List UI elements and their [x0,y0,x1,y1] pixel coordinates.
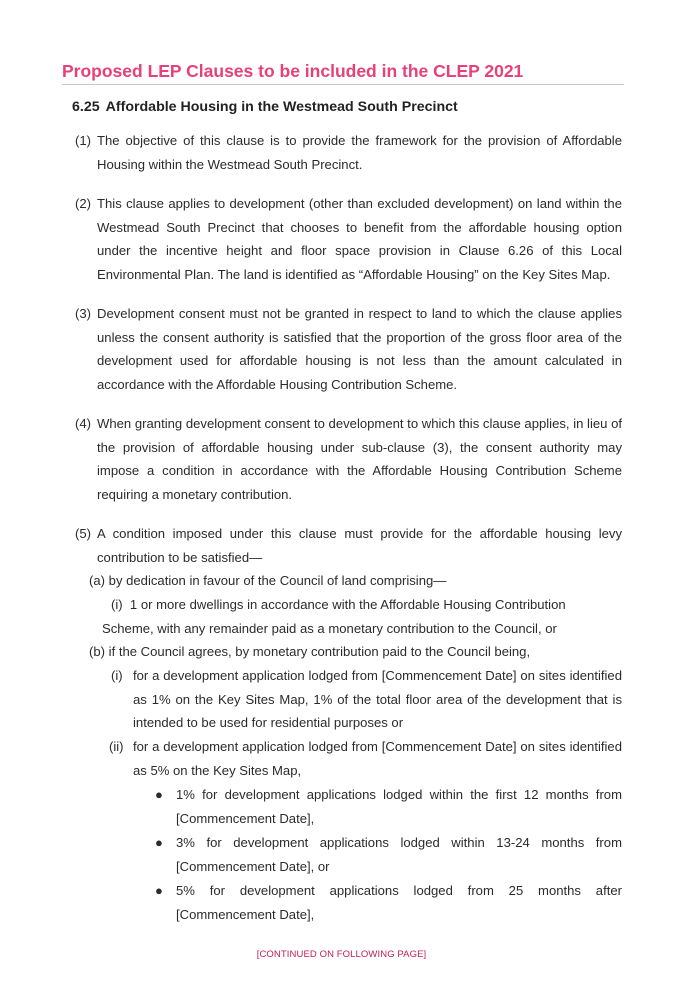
clause-label: (5) [75,526,92,541]
bullet-text: 5% for development applications lodged from 25 months after [Commencement Date], [176,883,622,922]
section-title: Affordable Housing in the Westmead South Precinct [105,99,458,115]
sub-clause-label: (a) [89,573,106,588]
clause-label: (3) [75,306,92,321]
bullet-item [155,783,622,830]
clause-text: When granting development consent to development to which this clause applies, in lieu of the provision of affordable housing under sub-clause (3), the consent authority may impose a condition in accordance with the Affordable Housing Contribution Scheme requiring a monetary contribution. [97,416,622,503]
bullet-text: 1% for development applications lodged within the first 12 months from [Commencement Date], [176,787,622,826]
clause-label: (2) [75,196,92,211]
bullet-text: 3% for development applications lodged within 13-24 months from [Commencement Date], or [176,835,622,874]
sub-item-label: (ii) [109,739,124,754]
page-title: Proposed LEP Clauses to be included in the CLEP 2021 [62,61,624,85]
bullet-icon: ● [155,835,163,850]
sub-item-text: 1 or more dwellings in accordance with the Affordable Housing Contribution [129,597,566,612]
clause-text: The objective of this clause is to provide the framework for the provision of Affordable Housing within the Westmead South Precinct. [97,133,622,172]
bullet-item [155,831,622,878]
sub-clause-text: by dedication in favour of the Council of land comprising— [108,573,447,588]
sub-item-b-i [111,664,622,735]
clause-text: This clause applies to development (other than excluded development) on land within the Westmead South Precinct that chooses to benefit from the affordable housing option under the incentive height and floor space provision in Clause 6.26 of this Local Environmental Plan. The land is identified as “Affordable Housing” on the Key Sites Map. [97,196,622,283]
sub-item-text: for a development application lodged from [Commencement Date] on sites identified as 5% on the Key Sites Map, [133,739,622,778]
continued-footer: [CONTINUED ON FOLLOWING PAGE] [256,949,427,960]
sub-item-label: (i) [111,668,123,683]
sub-clause-text: if the Council agrees, by monetary contribution paid to the Council being, [108,644,531,659]
clause-4 [75,412,622,507]
clause-text: Development consent must not be granted in respect to land to which the clause applies unless the consent authority is satisfied that the proportion of the gross floor area of the development used for affordable housing is not less than the amount calculated in accordance with the Affordable Housing Contribution Scheme. [97,306,622,393]
bullet-icon: ● [155,787,163,802]
clause-label: (4) [75,416,92,431]
section-number: 6.25 [72,99,100,115]
sub-clause-b [89,640,530,664]
bullet-icon: ● [155,883,163,898]
clause-text: A condition imposed under this clause must provide for the affordable housing levy contribution to be satisfied— [97,526,622,565]
sub-item-text: for a development application lodged from [Commencement Date] on sites identified as 1% on the Key Sites Map, 1% of the total floor area of the development that is intended to be used for residential purposes or [133,668,622,731]
clause-1 [75,129,622,176]
sub-clause-label: (b) [89,644,106,659]
clause-2 [75,192,622,287]
clause-label: (1) [75,133,92,148]
sub-item-label: (i) [111,597,123,612]
section-heading [72,99,458,115]
sub-item-b-ii [109,735,622,782]
clause-3 [75,302,622,397]
bullet-item [155,879,622,926]
clause-5 [75,522,622,569]
sub-item-a-i-line-1 [111,593,566,617]
sub-item-a-i-line-2: Scheme, with any remainder paid as a monetary contribution to the Council, or [102,621,557,636]
sub-clause-a [89,569,446,593]
